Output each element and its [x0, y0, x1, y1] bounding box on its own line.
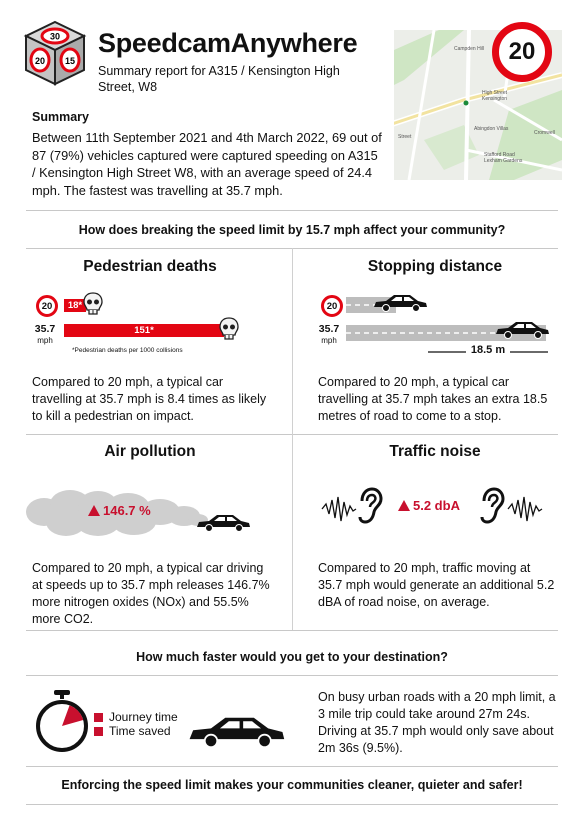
legend-time-saved — [94, 724, 171, 738]
speed-label — [30, 324, 60, 346]
pedestrian-text: Compared to 20 mph, a typical car travelling at 35.7 mph is 8.4 times as likely to kill a pedestrian on impact. — [32, 375, 267, 423]
legend-swatch — [94, 713, 103, 722]
community-question: How does breaking the speed limit by 15.7 mph affect your community? — [78, 223, 506, 237]
divider — [26, 210, 558, 211]
summary-text: Between 11th September 2021 and 4th March 2022, 69 out of 87 (79%) vehicles captured were captured speeding on A315 / Kensington High Street W8, with an average speed of 24.4 mph. The fastest was travelling at 35.7 mph. — [32, 130, 382, 198]
stopwatch-icon — [34, 690, 90, 752]
traffic-noise-text: Compared to 20 mph, traffic moving at 35.7 mph would generate an additional 5.2 dBA of road noise, on average. — [318, 561, 555, 609]
journey-text: On busy urban roads with a 20 mph limit, a 3 mile trip could take around 27m 24s. Driving at 35.7 mph would only save about 2m 36s (9.5%). — [318, 690, 556, 755]
map-label-stafford-road: Stafford Road — [484, 152, 515, 158]
divider — [26, 766, 558, 767]
speed-limit-sign-small: 20 — [321, 295, 343, 317]
map-label-cromwell: Cromwell — [534, 130, 555, 136]
car-icon — [186, 714, 286, 750]
speed-unit: mph — [37, 336, 53, 345]
brand-title: SpeedcamAnywhere — [98, 28, 358, 58]
extra-distance-label: 18.5 m — [470, 344, 506, 356]
stopping-distance-title: Stopping distance — [367, 258, 503, 275]
map-label-lexham-gardens: Lexham Gardens — [484, 158, 523, 164]
legend-journey-label: Journey time — [109, 710, 178, 724]
column-divider — [292, 248, 293, 630]
increase-arrow-icon — [398, 500, 410, 511]
map-label-kensington: Kensington — [482, 96, 508, 102]
ear-icon — [478, 487, 504, 525]
sound-wave-icon — [508, 494, 542, 524]
map-label-abingdon-villas: Abingdon Villas — [474, 126, 509, 132]
traffic-noise-delta: 5.2 dbA — [413, 498, 460, 513]
ear-icon — [356, 487, 382, 525]
destination-question: How much faster would you get to your destination? — [136, 650, 448, 664]
speedcam-logo — [22, 20, 88, 86]
map-label-high-street: High Street — [482, 90, 508, 96]
legend-swatch — [94, 727, 103, 736]
car-icon — [372, 294, 428, 312]
map-label-campden-hill: Campden Hill — [454, 46, 485, 52]
increase-arrow-icon — [88, 505, 100, 516]
air-pollution-text: Compared to 20 mph, a typical car driving at speeds up to 35.7 mph releases 146.7% more nitrogen oxides (NOx) and 55.5% more CO2. — [32, 561, 270, 626]
map-label-street: Street — [398, 134, 412, 140]
speed-value: 35.7 — [34, 323, 56, 335]
divider — [26, 630, 558, 631]
logo-number-right: 15 — [64, 56, 76, 66]
skull-icon — [82, 292, 104, 316]
pedestrian-footnote: *Pedestrian deaths per 1000 collisions — [72, 347, 183, 354]
logo-number-top: 30 — [49, 31, 61, 42]
speed-limit-sign: 20 — [492, 22, 552, 82]
report-subtitle: Summary report for A315 / Kensington High Street, W8 — [98, 64, 340, 94]
speed-limit-sign-small: 20 — [36, 295, 58, 317]
divider — [26, 804, 558, 805]
pedestrian-bar-limit: 18* — [64, 299, 86, 312]
pedestrian-deaths-title: Pedestrian deaths — [83, 258, 217, 275]
speed-value: 35.7 — [318, 323, 340, 335]
summary-title: Summary — [32, 110, 89, 124]
speed-unit: mph — [321, 336, 337, 345]
speed-label — [314, 324, 344, 346]
legend-saved-label: Time saved — [109, 724, 171, 738]
footer-message: Enforcing the speed limit makes your communities cleaner, quieter and safer! — [61, 778, 523, 792]
air-pollution-delta: 146.7 % — [103, 503, 151, 518]
stopping-text: Compared to 20 mph, a typical car travelling at 35.7 mph takes an extra 18.5 metres of road to come to a stop. — [318, 375, 548, 423]
logo-number-left: 20 — [34, 56, 46, 66]
skull-icon — [218, 317, 240, 341]
traffic-noise-title: Traffic noise — [389, 443, 481, 460]
legend-journey-time — [94, 710, 178, 724]
sound-wave-icon — [322, 494, 356, 524]
air-pollution-title: Air pollution — [104, 443, 196, 460]
car-icon — [195, 514, 251, 532]
car-icon — [494, 321, 550, 339]
pedestrian-bar-speed: 151* — [64, 324, 224, 337]
divider — [26, 675, 558, 676]
